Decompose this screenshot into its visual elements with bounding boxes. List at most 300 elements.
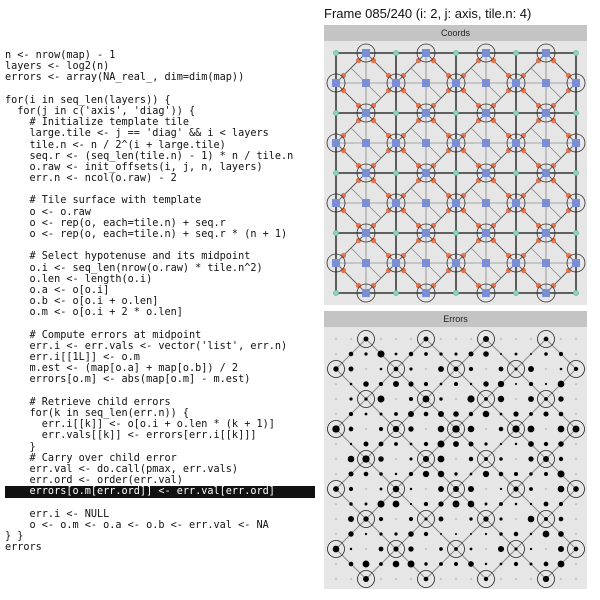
error-dot <box>544 502 549 507</box>
error-dot <box>364 442 369 447</box>
error-dot <box>468 426 475 433</box>
orange-point <box>506 193 511 198</box>
error-dot <box>423 456 429 462</box>
error-dot <box>515 353 518 356</box>
error-dot <box>379 532 382 535</box>
grid-dot <box>410 338 412 340</box>
error-dot <box>362 455 369 462</box>
grid-dot <box>575 338 577 340</box>
code-line: o <- rep(o, each=tile.n) + seq.r * (n + 1) <box>5 229 288 240</box>
diamond-edge <box>456 83 486 113</box>
blue-point <box>512 79 520 87</box>
code-line: o.m <- o[o.i + 2 * o.len] <box>5 307 183 319</box>
code-line: seq.r <- (seq_len(tile.n) - 1) * n / tile.n <box>5 150 294 162</box>
error-dot <box>409 517 413 521</box>
error-dot <box>513 411 518 416</box>
error-dot <box>349 562 354 567</box>
orange-point <box>341 208 346 213</box>
orange-point <box>401 88 406 93</box>
grid-dot <box>545 548 547 550</box>
error-dot <box>365 413 368 416</box>
blue-point <box>572 79 580 87</box>
diamond-edge <box>366 53 396 83</box>
orange-point <box>446 133 451 138</box>
blue-point <box>392 199 400 207</box>
error-dot <box>470 383 472 385</box>
error-dot <box>454 547 458 551</box>
grid-dot <box>395 398 397 400</box>
error-dot <box>393 486 399 492</box>
error-dot <box>350 548 352 550</box>
error-dot <box>514 532 518 536</box>
error-dot <box>424 517 427 520</box>
error-dot <box>440 533 442 535</box>
error-dot <box>529 487 533 491</box>
error-dot <box>395 473 397 475</box>
orange-point <box>386 193 391 198</box>
orange-point <box>551 118 556 123</box>
error-dot <box>573 486 579 492</box>
error-dot <box>438 366 444 372</box>
orange-point <box>491 163 496 168</box>
orange-point <box>401 148 406 153</box>
orange-point <box>431 283 436 288</box>
error-dot <box>438 501 443 506</box>
error-dot <box>484 442 487 445</box>
error-dot <box>348 531 353 536</box>
code-line: # Carry over child error <box>5 452 177 464</box>
error-dot <box>408 531 414 537</box>
orange-point <box>461 268 466 273</box>
error-dot <box>365 533 367 535</box>
blue-point <box>362 259 370 267</box>
orange-point <box>536 283 541 288</box>
error-dot <box>470 533 472 535</box>
error-dot <box>515 383 517 385</box>
grid-dot <box>365 548 367 550</box>
grid-dot <box>455 518 457 520</box>
error-dot <box>363 381 369 387</box>
orange-point <box>446 268 451 273</box>
error-dot <box>348 516 354 522</box>
teal-point <box>453 290 458 295</box>
blue-point <box>482 289 490 297</box>
error-dot <box>349 367 354 372</box>
blue-point <box>332 79 340 87</box>
grid-dot <box>575 473 577 475</box>
grid-dot <box>485 488 487 490</box>
error-dot <box>483 336 489 342</box>
orange-point <box>536 163 541 168</box>
code-line: m.est <- (map[o.a] + map[o.b]) / 2 <box>5 363 239 375</box>
grid-dot <box>515 338 517 340</box>
error-dot <box>559 457 563 461</box>
grid-dot <box>380 338 382 340</box>
blue-point <box>482 229 490 237</box>
blue-point <box>542 289 550 297</box>
orange-point <box>416 163 421 168</box>
error-dot <box>393 501 400 508</box>
grid-dot <box>575 353 577 355</box>
error-dot <box>558 486 565 493</box>
orange-point <box>371 118 376 123</box>
error-dot <box>559 517 564 522</box>
error-dot <box>393 561 400 568</box>
errors-panel <box>324 311 587 589</box>
error-dot <box>363 561 370 568</box>
code-line: n <- nrow(map) - 1 <box>5 50 116 61</box>
error-dot <box>543 411 548 416</box>
orange-point <box>566 88 571 93</box>
orange-point <box>506 268 511 273</box>
orange-point <box>341 88 346 93</box>
teal-point <box>573 230 578 235</box>
error-dot <box>424 562 427 565</box>
grid-dot <box>365 428 367 430</box>
error-dot <box>437 440 444 447</box>
error-dot <box>453 486 459 492</box>
grid-dot <box>500 338 502 340</box>
grid-dot <box>395 518 397 520</box>
grid-dot <box>575 578 577 580</box>
orange-point <box>401 133 406 138</box>
teal-point <box>393 290 398 295</box>
orange-point <box>431 103 436 108</box>
blue-point <box>362 229 370 237</box>
error-dot <box>349 502 352 505</box>
orange-point <box>476 178 481 183</box>
grid-dot <box>575 413 577 415</box>
diamond-edge <box>336 143 366 173</box>
orange-point <box>356 163 361 168</box>
grid-dot <box>335 518 337 520</box>
blue-point <box>452 139 460 147</box>
grid-dot <box>425 548 427 550</box>
error-dot <box>380 368 383 371</box>
grid-dot <box>575 383 577 385</box>
teal-point <box>513 50 518 55</box>
error-dot <box>439 397 442 400</box>
error-dot <box>380 488 383 491</box>
orange-point <box>341 193 346 198</box>
error-dot <box>558 546 564 552</box>
orange-point <box>386 208 391 213</box>
blue-point <box>362 109 370 117</box>
grid-dot <box>425 428 427 430</box>
error-dot <box>513 486 518 491</box>
code-line: # Compute errors at midpoint <box>5 329 202 341</box>
blue-point <box>422 49 430 57</box>
error-dot <box>439 352 442 355</box>
code-line <box>5 84 315 95</box>
error-dot <box>500 563 503 566</box>
code-line: tile.n <- n / 2^(i + large.tile) <box>5 139 226 151</box>
orange-point <box>551 283 556 288</box>
orange-point <box>476 103 481 108</box>
teal-point <box>333 110 338 115</box>
error-dot <box>439 562 443 566</box>
orange-point <box>371 223 376 228</box>
orange-point <box>341 253 346 258</box>
orange-point <box>461 88 466 93</box>
teal-point <box>333 290 338 295</box>
blue-point <box>362 49 370 57</box>
error-dot <box>454 352 457 355</box>
error-dot <box>484 457 488 461</box>
error-dot <box>348 471 353 476</box>
orange-point <box>521 73 526 78</box>
grid-dot <box>545 368 547 370</box>
orange-point <box>356 223 361 228</box>
error-dot <box>349 352 354 357</box>
blue-point <box>482 139 490 147</box>
error-dot <box>529 382 533 386</box>
orange-point <box>446 193 451 198</box>
orange-point <box>506 133 511 138</box>
error-dot <box>424 337 429 342</box>
grid-dot <box>380 578 382 580</box>
error-dot <box>500 353 502 355</box>
error-dot <box>377 500 384 507</box>
grid-dot <box>335 503 337 505</box>
error-dot <box>350 443 352 445</box>
error-dot <box>467 395 474 402</box>
code-line-highlighted: errors[o.m[err.ord]] <- err.val[err.ord] <box>5 486 315 497</box>
grid-dot <box>515 458 517 460</box>
orange-point <box>401 268 406 273</box>
grid-dot <box>455 578 457 580</box>
error-dot <box>332 425 339 432</box>
error-dot <box>333 366 338 371</box>
orange-point <box>551 163 556 168</box>
error-dot <box>483 381 488 386</box>
error-dot <box>423 471 429 477</box>
code-line <box>5 386 315 397</box>
error-dot <box>349 427 354 432</box>
error-dot <box>395 353 398 356</box>
grid-dot <box>335 383 337 385</box>
orange-point <box>566 148 571 153</box>
code-line <box>5 498 315 509</box>
grid-dot <box>455 338 457 340</box>
errors-panel-title: Errors <box>324 311 587 327</box>
blue-point <box>452 259 460 267</box>
orange-point <box>431 163 436 168</box>
teal-point <box>453 170 458 175</box>
error-dot <box>378 456 384 462</box>
orange-point <box>356 238 361 243</box>
grid-dot <box>335 398 337 400</box>
error-dot <box>529 412 533 416</box>
error-dot <box>559 352 563 356</box>
grid-dot <box>395 458 397 460</box>
error-dot <box>453 501 460 508</box>
blue-point <box>572 259 580 267</box>
grid-dot <box>485 548 487 550</box>
blue-point <box>482 109 490 117</box>
orange-point <box>536 223 541 228</box>
error-dot <box>364 337 369 342</box>
code-line: o.a <- o[o.i] <box>5 284 110 296</box>
teal-point <box>513 290 518 295</box>
error-dot <box>528 516 535 523</box>
orange-point <box>476 58 481 63</box>
error-dot <box>424 442 428 446</box>
error-dot <box>350 383 353 386</box>
grid-dot <box>425 488 427 490</box>
diamond-edge <box>486 113 516 143</box>
orange-point <box>566 193 571 198</box>
error-dot <box>557 470 564 477</box>
orange-point <box>416 283 421 288</box>
orange-point <box>431 58 436 63</box>
orange-point <box>476 238 481 243</box>
diamond-edge <box>486 233 516 263</box>
blue-point <box>392 79 400 87</box>
error-dot <box>485 503 488 506</box>
blue-point <box>482 79 490 87</box>
error-dot <box>410 503 412 505</box>
error-dot <box>410 488 412 490</box>
blue-point <box>422 229 430 237</box>
orange-point <box>521 88 526 93</box>
code-line: # Initialize template tile <box>5 117 190 129</box>
error-dot <box>409 352 413 356</box>
error-dot <box>558 381 565 388</box>
orange-point <box>521 268 526 273</box>
error-dot <box>514 562 518 566</box>
diamond-edge <box>546 113 576 143</box>
blue-point <box>512 139 520 147</box>
blue-point <box>452 199 460 207</box>
error-dot <box>393 381 399 387</box>
error-dot <box>558 531 564 537</box>
diamond-edge <box>456 203 486 233</box>
orange-point <box>371 283 376 288</box>
error-dot <box>530 548 532 550</box>
error-dot <box>438 426 444 432</box>
error-dot <box>409 472 413 476</box>
error-dot <box>349 397 352 400</box>
orange-point <box>416 103 421 108</box>
error-dot <box>528 441 534 447</box>
code-line: err.ord <- order(err.val) <box>5 475 183 487</box>
error-dot <box>423 396 430 403</box>
error-dot <box>530 503 532 505</box>
grid-dot <box>575 503 577 505</box>
error-dot <box>349 412 353 416</box>
error-dot <box>544 517 548 521</box>
orange-point <box>341 133 346 138</box>
teal-point <box>513 110 518 115</box>
blue-point <box>422 199 430 207</box>
error-dot <box>454 562 458 566</box>
orange-point <box>551 178 556 183</box>
teal-point <box>333 50 338 55</box>
code-line <box>5 184 315 195</box>
orange-point <box>461 73 466 78</box>
grid-dot <box>530 338 532 340</box>
blue-point <box>362 79 370 87</box>
code-line: o <- o.m <- o.a <- o.b <- err.val <- NA <box>5 519 269 531</box>
grid-dot <box>440 338 442 340</box>
grid-dot <box>560 338 562 340</box>
error-dot <box>514 472 518 476</box>
code-line: } } <box>5 531 24 543</box>
error-dot <box>380 413 383 416</box>
error-dot <box>452 425 459 432</box>
grid-dot <box>335 413 337 415</box>
diamond-edge <box>366 173 396 203</box>
grid-dot <box>455 458 457 460</box>
error-dot <box>469 517 472 520</box>
blue-point <box>512 259 520 267</box>
error-dot <box>394 532 397 535</box>
error-dot <box>558 441 564 447</box>
blue-point <box>392 139 400 147</box>
teal-point <box>453 110 458 115</box>
orange-point <box>566 253 571 258</box>
error-dot <box>485 533 487 535</box>
teal-point <box>513 170 518 175</box>
error-dot <box>333 486 339 492</box>
grid-dot <box>470 578 472 580</box>
orange-point <box>491 58 496 63</box>
blue-point <box>332 139 340 147</box>
orange-point <box>446 73 451 78</box>
error-dot <box>574 547 579 552</box>
error-dot <box>573 426 580 433</box>
grid-dot <box>530 578 532 580</box>
orange-point <box>536 238 541 243</box>
blue-point <box>572 199 580 207</box>
orange-point <box>476 163 481 168</box>
orange-point <box>416 223 421 228</box>
code-line: err.i[[k]] <- o[o.i + o.len * (k + 1)] <box>5 419 275 431</box>
code-line: o.len <- length(o.i) <box>5 273 153 285</box>
blue-point <box>422 79 430 87</box>
error-dot <box>528 456 533 461</box>
error-dot <box>468 486 474 492</box>
error-dot <box>455 533 457 535</box>
diamond-edge <box>516 203 546 233</box>
orange-point <box>521 208 526 213</box>
error-dot <box>468 351 473 356</box>
teal-point <box>573 110 578 115</box>
error-dot <box>558 426 565 433</box>
grid-dot <box>395 578 397 580</box>
blue-point <box>482 169 490 177</box>
grid-dot <box>365 368 367 370</box>
blue-point <box>542 109 550 117</box>
grid-dot <box>410 578 412 580</box>
orange-point <box>371 103 376 108</box>
orange-point <box>536 58 541 63</box>
orange-point <box>356 103 361 108</box>
grid-dot <box>575 458 577 460</box>
error-dot <box>454 472 457 475</box>
error-dot <box>498 396 504 402</box>
error-dot <box>364 472 369 477</box>
orange-point <box>446 253 451 258</box>
error-dot <box>453 411 459 417</box>
error-dot <box>544 472 548 476</box>
orange-point <box>416 58 421 63</box>
blue-point <box>452 79 460 87</box>
error-dot <box>438 471 444 477</box>
error-dot <box>424 502 428 506</box>
blue-point <box>542 229 550 237</box>
